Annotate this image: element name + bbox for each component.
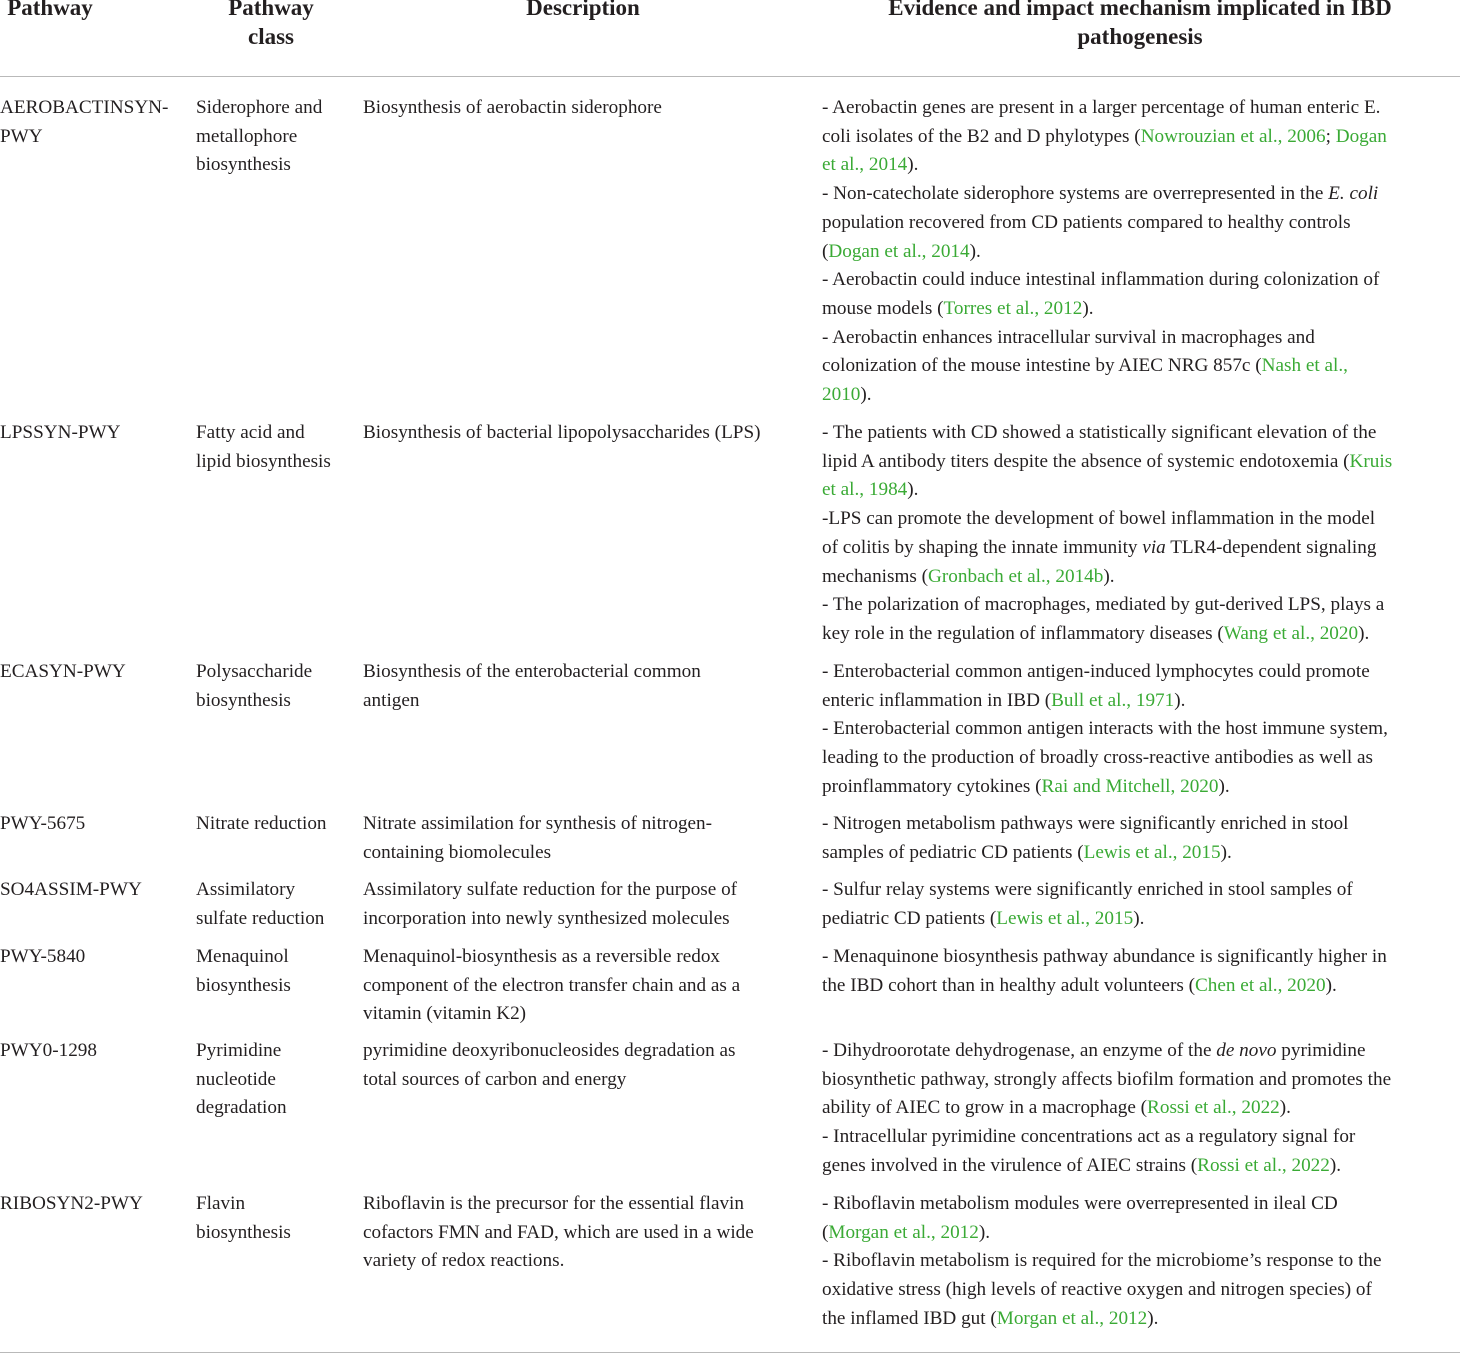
header-pathway: Pathway	[7, 0, 93, 20]
description-cell-line: Biosynthesis of aerobactin siderophore	[363, 97, 662, 118]
text-segment: (	[822, 240, 829, 262]
description-cell-line: Menaquinol-biosynthesis as a reversible redox	[363, 946, 721, 967]
text-segment: - Riboflavin metabolism modules were overrepresented in ileal CD	[822, 1193, 1338, 1214]
text-segment: the inflamed IBD gut (	[822, 1307, 997, 1329]
citation-link[interactable]: Nash et al.,	[1261, 355, 1348, 377]
text-segment: - Dihydroorotate dehydrogenase, an enzyme of the	[822, 1040, 1217, 1061]
description-cell	[363, 658, 809, 715]
text-segment: colonization of the mouse intestine by AIEC NRG 857c (	[822, 355, 1262, 377]
description-cell	[363, 419, 809, 448]
header-description: Description	[526, 0, 640, 20]
text-segment: ).	[1082, 297, 1094, 319]
evidence-cell	[822, 943, 1458, 1000]
citation-link[interactable]: Morgan et al., 2012	[996, 1307, 1148, 1329]
text-segment: of colitis by shaping the innate immunity	[822, 536, 1143, 558]
text-segment: ).	[1218, 775, 1230, 797]
description-cell-line: Biosynthesis of bacterial lipopolysaccharides (LPS)	[363, 422, 761, 443]
text-segment: ).	[1103, 565, 1115, 587]
text-segment: - Non-catecholate siderophore systems are overrepresented in the	[822, 183, 1329, 205]
citation-link[interactable]: Rossi et al., 2022	[1147, 1097, 1280, 1119]
evidence-line	[822, 94, 1458, 123]
text-segment: lipid A antibody titers despite the absence of systemic endotoxemia (	[822, 450, 1350, 472]
text-segment: ).	[969, 240, 981, 262]
evidence-line	[822, 715, 1458, 744]
pathway-class-cell-line: Assimilatory	[196, 879, 296, 900]
pathway-cell	[0, 876, 190, 905]
description-cell-line: containing biomolecules	[363, 841, 552, 863]
citation-link[interactable]: Dogan	[1335, 125, 1387, 147]
text-segment: genes involved in the virulence of AIEC strains (	[822, 1154, 1198, 1176]
text-segment: - Aerobactin genes are present in a larger percentage of human enteric E.	[822, 97, 1381, 118]
evidence-line	[822, 658, 1458, 687]
text-segment: samples of pediatric CD patients (	[822, 841, 1084, 863]
italic-text: E. coli	[1328, 183, 1379, 205]
pathway-class-cell-line: Polysaccharide	[196, 661, 313, 682]
citation-link[interactable]: 2010	[822, 384, 861, 406]
evidence-line	[822, 943, 1458, 972]
pathway-class-cell-line: sulfate reduction	[196, 907, 325, 929]
citation-link[interactable]: Chen et al., 2020	[1195, 974, 1326, 996]
evidence-line	[822, 773, 1458, 802]
pathway-class-cell	[196, 810, 356, 839]
evidence-cell	[822, 658, 1458, 802]
pathway-class-cell-line: Menaquinol	[196, 946, 289, 967]
evidence-cell	[822, 1190, 1458, 1334]
evidence-line	[822, 180, 1458, 209]
text-segment: ).	[1279, 1097, 1291, 1119]
description-cell	[363, 943, 809, 1029]
citation-link[interactable]: et al., 1984	[822, 479, 908, 501]
evidence-line	[822, 534, 1458, 563]
evidence-cell	[822, 810, 1458, 867]
evidence-line	[822, 591, 1458, 620]
evidence-line	[822, 448, 1458, 477]
text-segment: coli isolates of the B2 and D phylotypes (	[822, 125, 1141, 147]
evidence-line	[822, 839, 1458, 868]
evidence-line	[822, 238, 1458, 267]
text-segment: (	[822, 1221, 829, 1243]
text-segment: ).	[1133, 907, 1145, 929]
evidence-line	[822, 324, 1458, 353]
text-segment: - The patients with CD showed a statistically significant elevation of the	[822, 422, 1377, 443]
header-evidence: Evidence and impact mechanism implicated in IBD pathogenesis	[888, 0, 1392, 49]
evidence-line	[822, 352, 1458, 381]
description-cell-line: variety of redox reactions.	[363, 1250, 565, 1272]
citation-link[interactable]: Nowrouzian et al., 2006	[1140, 125, 1326, 147]
citation-link[interactable]: Gronbach et al., 2014b	[928, 565, 1104, 587]
pathway-class-cell-line: Fatty acid and	[196, 422, 305, 443]
pathway-cell	[0, 943, 190, 972]
text-segment: ).	[978, 1221, 991, 1243]
text-segment: key role in the regulation of inflammatory diseases (	[822, 622, 1224, 644]
pathway-class-cell-line: biosynthesis	[196, 974, 291, 996]
description-cell	[363, 876, 809, 933]
description-cell-line: Biosynthesis of the enterobacterial common	[363, 661, 701, 682]
evidence-line	[822, 505, 1458, 534]
pathway-cell	[0, 94, 190, 151]
text-segment: -LPS can promote the development of bowel inflammation in the model	[822, 508, 1376, 530]
description-cell-line: total sources of carbon and energy	[363, 1068, 627, 1090]
pathway-class-cell-line: Siderophore and	[196, 97, 323, 118]
text-segment: proinflammatory cytokines (	[822, 775, 1042, 797]
citation-link[interactable]: Lewis et al., 2015	[1083, 841, 1221, 863]
text-segment: pyrimidine	[1276, 1040, 1366, 1061]
text-segment: mouse models (	[822, 297, 944, 319]
evidence-line	[822, 810, 1458, 839]
text-segment: enteric inflammation in IBD (	[822, 689, 1052, 711]
table-bottom-rule	[0, 1352, 1460, 1353]
description-cell-line: vitamin (vitamin K2)	[363, 1003, 527, 1025]
pathway-class-cell	[196, 658, 356, 715]
evidence-line	[822, 563, 1458, 592]
citation-link[interactable]: Morgan et al., 2012	[828, 1221, 979, 1243]
pathway-cell	[0, 658, 190, 687]
text-segment: population recovered from CD patients compared to healthy controls	[822, 211, 1351, 233]
evidence-line	[822, 1247, 1458, 1276]
text-segment: the IBD cohort than in healthy adult volunteers (	[822, 974, 1195, 996]
citation-link[interactable]: Rossi et al., 2022	[1197, 1154, 1330, 1176]
evidence-line	[822, 1219, 1458, 1248]
text-segment: oxidative stress (high levels of reactive oxygen and nitrogen species) of	[822, 1279, 1372, 1301]
description-cell-line: Assimilatory sulfate reduction for the purpose of	[363, 879, 738, 900]
text-segment: ).	[1174, 689, 1186, 711]
text-segment: ability of AIEC to grow in a macrophage (	[822, 1097, 1148, 1119]
pathway-class-cell	[196, 943, 356, 1000]
pathway-class-cell-line: Pyrimidine	[196, 1040, 282, 1061]
citation-link[interactable]: Kruis	[1349, 450, 1393, 472]
pathway-cell-line: ECASYN-PWY	[0, 661, 126, 682]
text-segment: ;	[1325, 125, 1336, 147]
text-segment: ).	[860, 384, 872, 406]
citation-link[interactable]: Lewis et al., 2015	[996, 907, 1134, 929]
evidence-line	[822, 419, 1458, 448]
text-segment: ).	[1325, 974, 1337, 996]
citation-link[interactable]: Dogan et al., 2014	[828, 240, 970, 262]
evidence-line	[822, 295, 1458, 324]
pathway-class-cell-line: biosynthesis	[196, 689, 291, 711]
evidence-line	[822, 476, 1458, 505]
evidence-cell	[822, 419, 1458, 649]
evidence-line	[822, 209, 1458, 238]
pathway-class-cell-line: Nitrate reduction	[196, 813, 327, 834]
evidence-line	[822, 1094, 1458, 1123]
description-cell-line: Riboflavin is the precursor for the essential flavin	[363, 1193, 744, 1214]
description-cell-line: incorporation into newly synthesized molecules	[363, 907, 730, 929]
pathway-class-cell-line: biosynthesis	[196, 1221, 291, 1243]
description-cell	[363, 810, 809, 867]
text-segment: ).	[1220, 841, 1232, 863]
citation-link[interactable]: Torres et al., 2012	[943, 297, 1083, 319]
evidence-line	[822, 620, 1458, 649]
text-segment: - Intracellular pyrimidine concentrations act as a regulatory signal for	[822, 1126, 1356, 1148]
table-header	[0, 0, 1460, 77]
italic-text: via	[1142, 536, 1166, 558]
description-cell	[363, 1190, 809, 1276]
text-segment: ).	[1147, 1307, 1159, 1329]
pathway-cell-line: PWY-5675	[0, 813, 86, 834]
evidence-line	[822, 123, 1458, 152]
pathway-class-cell-line: Flavin	[196, 1193, 246, 1214]
header-pathway-class: Pathway class	[228, 0, 314, 49]
evidence-cell	[822, 94, 1458, 410]
description-cell-line: component of the electron transfer chain and as a	[363, 974, 741, 996]
pathway-class-cell-line: nucleotide	[196, 1068, 276, 1090]
evidence-line	[822, 1066, 1458, 1095]
text-segment: TLR4-dependent signaling	[1165, 536, 1377, 558]
pathway-class-cell	[196, 419, 356, 476]
evidence-line	[822, 972, 1458, 1001]
evidence-line	[822, 266, 1458, 295]
pathway-class-cell	[196, 94, 356, 180]
description-cell-line: pyrimidine deoxyribonucleosides degradation as	[363, 1040, 736, 1061]
pathway-cell-line: PWY0-1298	[0, 1040, 97, 1061]
text-segment: pediatric CD patients (	[822, 907, 997, 929]
description-cell	[363, 1037, 809, 1094]
pathway-class-cell-line: degradation	[196, 1097, 287, 1119]
evidence-line	[822, 687, 1458, 716]
text-segment: - Menaquinone biosynthesis pathway abundance is significantly higher in	[822, 946, 1387, 967]
citation-link[interactable]: Rai and Mitchell, 2020	[1041, 775, 1219, 797]
evidence-line	[822, 1152, 1458, 1181]
evidence-line	[822, 1276, 1458, 1305]
pathway-cell	[0, 419, 190, 448]
text-segment: ).	[1329, 1154, 1342, 1176]
citation-link[interactable]: Wang et al., 2020	[1223, 622, 1359, 644]
text-segment: biosynthetic pathway, strongly affects biofilm formation and promotes the	[822, 1068, 1392, 1090]
text-segment: - Enterobacterial common antigen interacts with the host immune system,	[822, 718, 1388, 740]
pathway-class-cell	[196, 1190, 356, 1247]
evidence-line	[822, 1305, 1458, 1334]
citation-link[interactable]: Bull et al., 1971	[1051, 689, 1175, 711]
evidence-cell	[822, 1037, 1458, 1181]
pathway-cell	[0, 810, 190, 839]
text-segment: ).	[907, 154, 919, 176]
evidence-line	[822, 1190, 1458, 1219]
text-segment: leading to the production of broadly cross-reactive antibodies as well as	[822, 747, 1373, 769]
pathway-class-cell	[196, 1037, 356, 1123]
pathway-cell	[0, 1037, 190, 1066]
pathway-class-cell-line: biosynthesis	[196, 154, 291, 176]
pathway-class-cell-line: lipid biosynthesis	[196, 450, 331, 472]
pathway-cell-line: RIBOSYN2-PWY	[0, 1193, 143, 1214]
description-cell-line: Nitrate assimilation for synthesis of nitrogen-	[363, 813, 713, 834]
evidence-line	[822, 1037, 1458, 1066]
text-segment: - The polarization of macrophages, mediated by gut-derived LPS, plays a	[822, 594, 1385, 616]
evidence-cell	[822, 876, 1458, 933]
italic-text: de novo	[1216, 1040, 1277, 1061]
description-cell-line: cofactors FMN and FAD, which are used in a wide	[363, 1221, 754, 1243]
text-segment: - Aerobactin could induce intestinal inflammation during colonization of	[822, 269, 1380, 291]
description-cell-line: antigen	[363, 689, 420, 711]
pathway-cell	[0, 1190, 190, 1219]
evidence-line	[822, 1123, 1458, 1152]
text-segment: - Nitrogen metabolism pathways were significantly enriched in stool	[822, 813, 1349, 834]
evidence-line	[822, 876, 1458, 905]
pathway-cell-line: SO4ASSIM-PWY	[0, 879, 142, 900]
pathway-class-cell	[196, 876, 356, 933]
text-segment: - Riboflavin metabolism is required for the microbiome’s response to the	[822, 1250, 1382, 1272]
pathway-cell-line: LPSSYN-PWY	[0, 422, 121, 443]
pathway-cell-line: AEROBACTINSYN-	[0, 97, 169, 118]
text-segment: - Sulfur relay systems were significantly enriched in stool samples of	[822, 879, 1353, 900]
evidence-line	[822, 905, 1458, 934]
text-segment: ).	[907, 479, 919, 501]
evidence-line	[822, 744, 1458, 773]
citation-link[interactable]: et al., 2014	[822, 154, 908, 176]
description-cell	[363, 94, 809, 123]
pathway-cell-line: PWY-5840	[0, 946, 86, 967]
text-segment: - Enterobacterial common antigen-induced lymphocytes could promote	[822, 661, 1370, 682]
text-segment: ).	[1358, 622, 1370, 644]
evidence-line	[822, 151, 1458, 180]
text-segment: mechanisms (	[822, 565, 929, 587]
pathway-cell-line: PWY	[0, 125, 43, 147]
evidence-line	[822, 381, 1458, 410]
text-segment: - Aerobactin enhances intracellular survival in macrophages and	[822, 326, 1315, 348]
pathway-class-cell-line: metallophore	[196, 125, 298, 147]
